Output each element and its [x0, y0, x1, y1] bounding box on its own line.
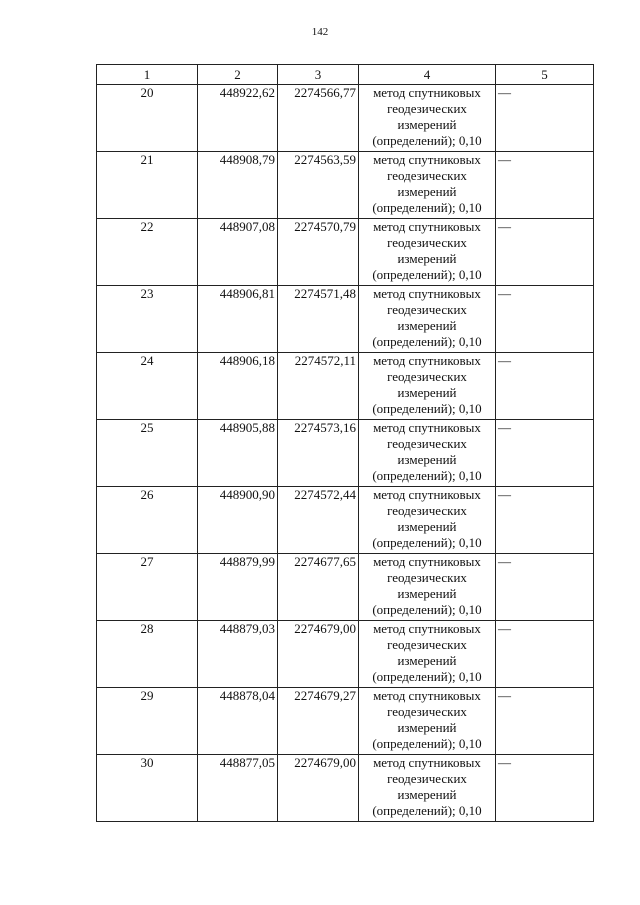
method-line: измерений: [397, 519, 457, 534]
point-number-cell: 27: [97, 554, 198, 621]
method-line: измерений: [397, 586, 457, 601]
table-row: [97, 755, 594, 822]
method-line: метод спутниковых: [373, 286, 481, 301]
method-line: (определений); 0,10: [372, 535, 482, 550]
column-header-4: 4: [359, 65, 496, 85]
method-line: метод спутниковых: [373, 487, 481, 502]
method-line: метод спутниковых: [373, 353, 481, 368]
method-line: геодезических: [387, 369, 467, 384]
column-header-1: 1: [97, 65, 198, 85]
method-line: геодезических: [387, 168, 467, 183]
y-coordinate-cell: 2274677,65: [278, 554, 359, 621]
table-row: [97, 219, 594, 286]
method-line: (определений); 0,10: [372, 200, 482, 215]
method-line: (определений); 0,10: [372, 736, 482, 751]
point-number-cell: 26: [97, 487, 198, 554]
table-row: [97, 420, 594, 487]
table-header-row: [97, 65, 594, 85]
x-coordinate-cell: 448878,04: [198, 688, 278, 755]
point-number-cell: 23: [97, 286, 198, 353]
note-cell: —: [496, 755, 594, 822]
point-number-cell: 25: [97, 420, 198, 487]
method-line: измерений: [397, 653, 457, 668]
x-coordinate-cell: 448879,99: [198, 554, 278, 621]
method-line: метод спутниковых: [373, 420, 481, 435]
method-line: (определений); 0,10: [372, 803, 482, 818]
method-line: метод спутниковых: [373, 554, 481, 569]
x-coordinate-cell: 448905,88: [198, 420, 278, 487]
method-line: измерений: [397, 452, 457, 467]
note-cell: —: [496, 621, 594, 688]
page-number: 142: [311, 26, 329, 38]
table-row: [97, 286, 594, 353]
method-cell: [359, 621, 496, 688]
y-coordinate-cell: 2274571,48: [278, 286, 359, 353]
y-coordinate-cell: 2274572,44: [278, 487, 359, 554]
y-coordinate-cell: 2274573,16: [278, 420, 359, 487]
x-coordinate-cell: 448879,03: [198, 621, 278, 688]
x-coordinate-cell: 448922,62: [198, 85, 278, 152]
method-line: измерений: [397, 184, 457, 199]
point-number-cell: 22: [97, 219, 198, 286]
method-line: геодезических: [387, 235, 467, 250]
method-line: геодезических: [387, 637, 467, 652]
table-row: [97, 621, 594, 688]
y-coordinate-cell: 2274572,11: [278, 353, 359, 420]
x-coordinate-cell: 448907,08: [198, 219, 278, 286]
method-cell: [359, 688, 496, 755]
method-line: метод спутниковых: [373, 152, 481, 167]
table-row: [97, 688, 594, 755]
method-line: (определений); 0,10: [372, 334, 482, 349]
method-line: метод спутниковых: [373, 688, 481, 703]
point-number-cell: 24: [97, 353, 198, 420]
x-coordinate-cell: 448900,90: [198, 487, 278, 554]
method-cell: [359, 353, 496, 420]
method-line: измерений: [397, 385, 457, 400]
table-row: [97, 487, 594, 554]
method-line: метод спутниковых: [373, 219, 481, 234]
method-line: (определений); 0,10: [372, 468, 482, 483]
column-header-5: 5: [496, 65, 594, 85]
y-coordinate-cell: 2274570,79: [278, 219, 359, 286]
table-row: [97, 85, 594, 152]
table-row: [97, 353, 594, 420]
note-cell: —: [496, 286, 594, 353]
coordinates-table: [96, 64, 594, 822]
note-cell: —: [496, 420, 594, 487]
method-line: геодезических: [387, 503, 467, 518]
method-line: метод спутниковых: [373, 621, 481, 636]
point-number-cell: 29: [97, 688, 198, 755]
method-line: (определений); 0,10: [372, 669, 482, 684]
method-line: измерений: [397, 251, 457, 266]
x-coordinate-cell: 448906,18: [198, 353, 278, 420]
y-coordinate-cell: 2274679,00: [278, 755, 359, 822]
method-line: геодезических: [387, 436, 467, 451]
method-cell: [359, 755, 496, 822]
table-row: [97, 152, 594, 219]
point-number-cell: 28: [97, 621, 198, 688]
method-cell: [359, 152, 496, 219]
method-line: геодезических: [387, 771, 467, 786]
method-line: измерений: [397, 117, 457, 132]
method-line: метод спутниковых: [373, 755, 481, 770]
note-cell: —: [496, 353, 594, 420]
method-cell: [359, 487, 496, 554]
note-cell: —: [496, 688, 594, 755]
method-line: геодезических: [387, 704, 467, 719]
y-coordinate-cell: 2274679,00: [278, 621, 359, 688]
column-header-2: 2: [198, 65, 278, 85]
point-number-cell: 20: [97, 85, 198, 152]
method-line: (определений); 0,10: [372, 602, 482, 617]
table-row: [97, 554, 594, 621]
method-line: (определений); 0,10: [372, 133, 482, 148]
method-line: геодезических: [387, 101, 467, 116]
x-coordinate-cell: 448906,81: [198, 286, 278, 353]
x-coordinate-cell: 448908,79: [198, 152, 278, 219]
note-cell: —: [496, 85, 594, 152]
method-line: (определений); 0,10: [372, 267, 482, 282]
method-line: геодезических: [387, 570, 467, 585]
y-coordinate-cell: 2274563,59: [278, 152, 359, 219]
y-coordinate-cell: 2274679,27: [278, 688, 359, 755]
table-body: [97, 65, 594, 822]
method-cell: [359, 554, 496, 621]
method-line: измерений: [397, 720, 457, 735]
column-header-3: 3: [278, 65, 359, 85]
y-coordinate-cell: 2274566,77: [278, 85, 359, 152]
point-number-cell: 21: [97, 152, 198, 219]
note-cell: —: [496, 152, 594, 219]
x-coordinate-cell: 448877,05: [198, 755, 278, 822]
point-number-cell: 30: [97, 755, 198, 822]
method-line: геодезических: [387, 302, 467, 317]
note-cell: —: [496, 219, 594, 286]
method-line: (определений); 0,10: [372, 401, 482, 416]
method-line: метод спутниковых: [373, 85, 481, 100]
method-cell: [359, 420, 496, 487]
method-cell: [359, 286, 496, 353]
method-cell: [359, 85, 496, 152]
note-cell: —: [496, 554, 594, 621]
method-line: измерений: [397, 318, 457, 333]
method-cell: [359, 219, 496, 286]
note-cell: —: [496, 487, 594, 554]
method-line: измерений: [397, 787, 457, 802]
